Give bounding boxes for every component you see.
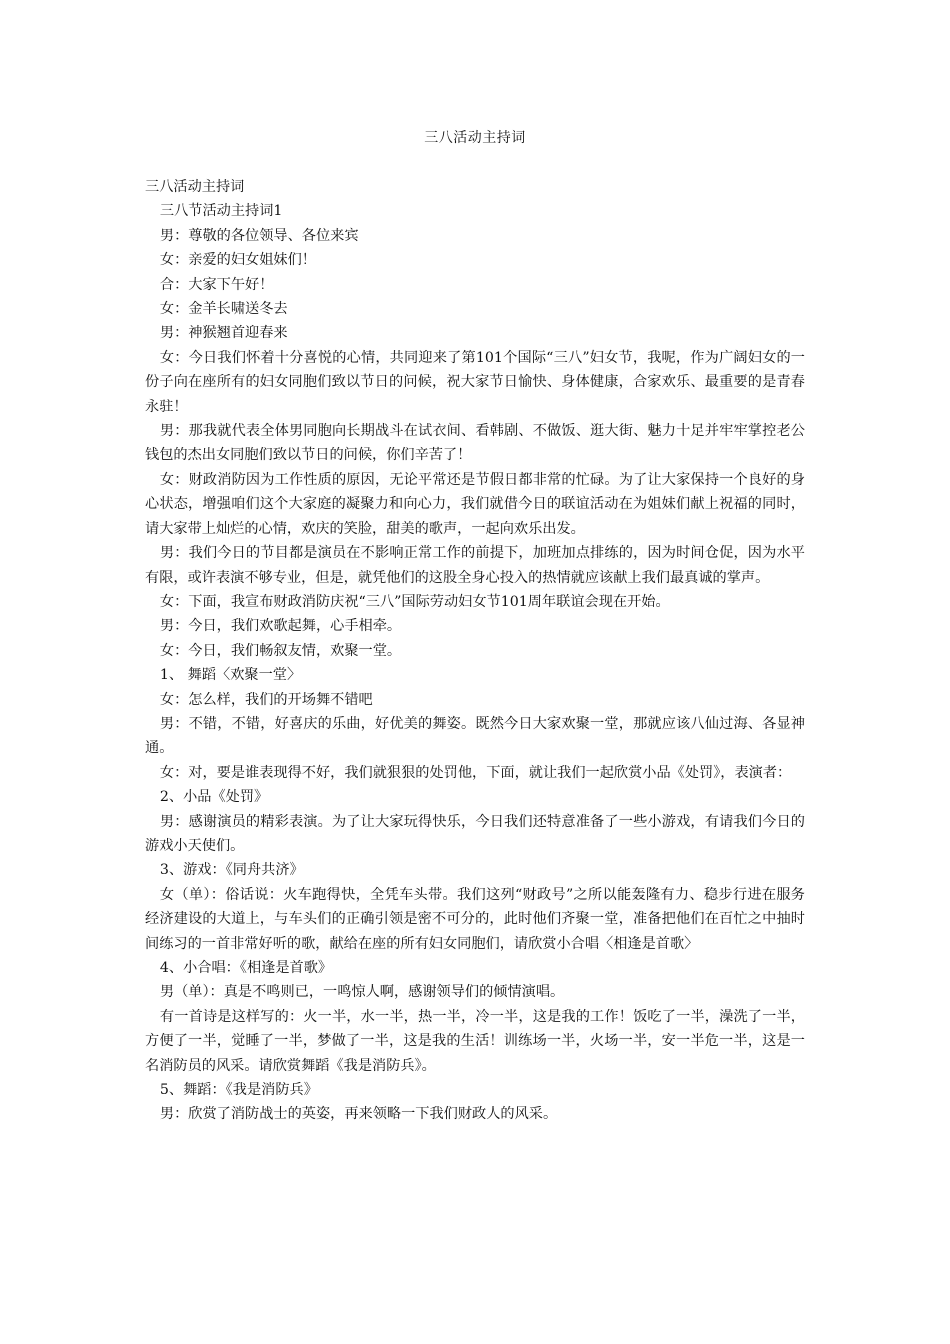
- document-title: 三八活动主持词: [424, 130, 526, 146]
- paragraph: 女：亲爱的妇女姐妹们！: [159, 252, 316, 269]
- paragraph: 三八活动主持词: [145, 179, 245, 195]
- document-body: [145, 175, 805, 1127]
- paragraph: 女：今日我们怀着十分喜悦的心情，共同迎来了第101个国际“三八”妇女节，我呢，作为广阔妇女的一份子向在座所有的妇女同胞们致以节日的问候，祝大家节日愉快、身体健康，合家欢乐、最重要的是青春永驻！: [145, 349, 805, 415]
- paragraph: 5、舞蹈：《我是消防兵》: [159, 1082, 318, 1099]
- paragraph: 男：感谢演员的精彩表演。为了让大家玩得快乐，今日我们还特意准备了一些小游戏，有请我们今日的游戏小天使们。: [145, 813, 805, 854]
- paragraph: 男：欣赏了消防战士的英姿，再来领略一下我们财政人的风采。: [159, 1106, 558, 1123]
- paragraph: 女：对，要是谁表现得不好，我们就狠狠的处罚他，下面，就让我们一起欣赏小品《处罚》，表演者：: [159, 764, 792, 781]
- paragraph: 女：怎么样，我们的开场舞不错吧: [159, 691, 373, 708]
- paragraph: 1、 舞蹈〈欢聚一堂〉: [159, 667, 302, 684]
- paragraph: 女：金羊长啸送冬去: [159, 301, 288, 318]
- paragraph: 男（单）：真是不鸣则已，一鸣惊人啊，感谢领导们的倾情演唱。: [159, 984, 565, 1001]
- paragraph: 男：我们今日的节目都是演员在不影响正常工作的前提下，加班加点排练的，因为时间仓促，因为水平有限，或许表演不够专业，但是，就凭他们的这股全身心投入的热情就应该献上我们最真诚的掌声。: [145, 545, 805, 586]
- paragraph: 女：下面，我宣布财政消防庆祝“三八”国际劳动妇女节101周年联谊会现在开始。: [159, 593, 670, 610]
- paragraph: 女（单）：俗话说：火车跑得快，全凭车头带。我们这列“财政号”之所以能轰隆有力、稳步行进在服务经济建设的大道上，与车头们的正确引领是密不可分的，此时他们齐聚一堂，准备把他们在百忙之中抽时间练习的一首非常好听的歌，献给在座的所有妇女同胞们，请欣赏小合唱〈相逢是首歌〉: [145, 886, 805, 952]
- paragraph: 男：今日，我们欢歌起舞，心手相牵。: [159, 618, 402, 635]
- paragraph: 女：今日，我们畅叙友情，欢聚一堂。: [159, 642, 402, 659]
- paragraph: 男：尊敬的各位领导、各位来宾: [159, 227, 359, 244]
- paragraph: 男：不错，不错，好喜庆的乐曲，好优美的舞姿。既然今日大家欢聚一堂，那就应该八仙过海、各显神通。: [145, 715, 805, 757]
- paragraph: 4、小合唱：《相逢是首歌》: [159, 960, 333, 976]
- paragraph: 女：财政消防因为工作性质的原因，无论平常还是节假日都非常的忙碌。为了让大家保持一个良好的身心状态，增强咱们这个大家庭的凝聚力和向心力，我们就借今日的联谊活动在为姐妹们献上祝福的同时，请大家带上灿烂的心情，欢庆的笑脸，甜美的歌声，一起向欢乐出发。: [145, 471, 805, 537]
- paragraph: 3、游戏：《同舟共济》: [159, 862, 304, 879]
- paragraph: 男：那我就代表全体男同胞向长期战斗在试衣间、看韩剧、不做饭、逛大街、魅力十足并牢牢掌控老公钱包的杰出女同胞们致以节日的问候，你们辛苦了！: [145, 423, 805, 464]
- paragraph: 2、小品《处罚》: [159, 789, 269, 806]
- paragraph: 男：神猴翘首迎春来: [159, 325, 288, 342]
- paragraph: 有一首诗是这样写的：火一半，水一半，热一半，冷一半，这是我的工作！饭吃了一半，澡洗了一半，方便了一半，觉睡了一半，梦做了一半，这是我的生活！训练场一半，火场一半，安一半危一半，这是一名消防员的风采。请欣赏舞蹈《我是消防兵》。: [145, 1008, 805, 1074]
- paragraph: 合：大家下午好！: [159, 276, 274, 293]
- paragraph: 三八节活动主持词1: [159, 203, 283, 220]
